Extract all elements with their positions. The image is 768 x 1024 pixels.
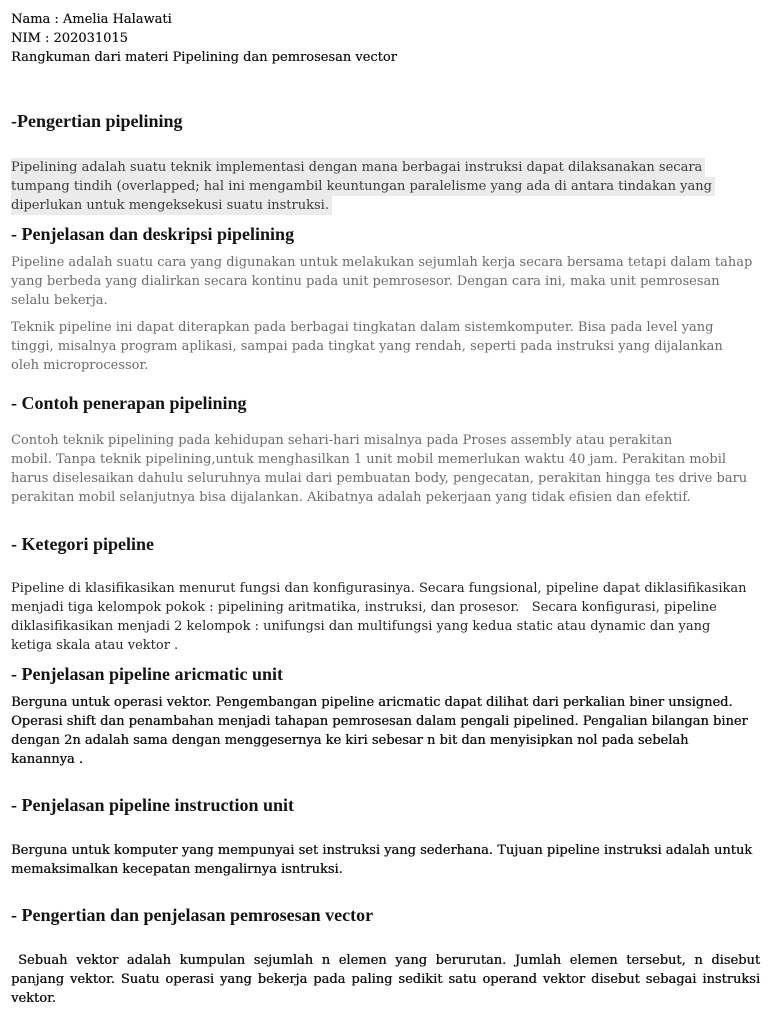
paragraph-line: panjang vektor. Suatu operasi yang bekerja pada paling sedikit satu operand vektor disebut sebagai instruksi: [11, 972, 760, 987]
paragraph-line: [11, 177, 760, 196]
section-heading: - Penjelasan pipeline instruction unit: [11, 795, 295, 815]
section-heading: - Pengertian dan penjelasan pemrosesan vector: [11, 905, 374, 925]
section-heading: -Pengertian pipelining: [11, 111, 183, 131]
paragraph-line: mobil. Tanpa teknik pipelining,untuk menghasilkan 1 unit mobil memerlukan waktu 40 jam. Perakitan mobil: [11, 452, 727, 467]
section-paragraph: [11, 253, 760, 310]
section-paragraph: [11, 951, 760, 1008]
paragraph-line: menjadi tiga kelompok pokok : pipelining aritmatika, instruksi, dan prosesor. Secara konfigurasi, pipeline: [11, 600, 717, 615]
paragraph-line: vektor.: [11, 991, 56, 1006]
section-heading: - Penjelasan dan deskripsi pipelining: [11, 224, 295, 244]
section-heading: - Penjelasan pipeline aricmatic unit: [11, 664, 283, 684]
paragraph-line: kanannya .: [11, 752, 83, 767]
highlighted-text: tumpang tindih (overlapped; hal ini mengambil keuntungan paralelisme yang ada di antara tindakan yang: [11, 177, 715, 196]
paragraph-line: dengan 2n adalah sama dengan menggesernya ke kiri sebesar n bit dan menyisipkan nol pada sebelah: [11, 733, 689, 748]
section-paragraph: [11, 431, 760, 507]
paragraph-line: Contoh teknik pipelining pada kehidupan sehari-hari misalnya pada Proses assembly atau perakitan: [11, 433, 673, 448]
paragraph-line: Berguna untuk operasi vektor. Pengembangan pipeline aricmatic dapat dilihat dari perkalian biner unsigned.: [11, 695, 733, 710]
section-paragraph: [11, 318, 760, 375]
paragraph-line: Operasi shift dan penambahan menjadi tahapan pemrosesan dalam pengali pipelined. Pengalian bilangan biner: [11, 714, 748, 729]
paragraph-line: perakitan mobil selanjutnya bisa dijalankan. Akibatnya adalah pekerjaan yang tidak efisien dan efektif.: [11, 490, 691, 505]
document-subtitle: Rangkuman dari materi Pipelining dan pemrosesan vector: [11, 50, 397, 65]
section-paragraph: [11, 841, 760, 879]
section-heading: - Contoh penerapan pipelining: [11, 393, 247, 413]
highlighted-text: diperlukan untuk mengeksekusi suatu instruksi.: [11, 196, 332, 215]
paragraph-line: tinggi, misalnya program aplikasi, sampai pada tingkat yang rendah, seperti pada instruksi yang dijalankan: [11, 339, 723, 354]
paragraph-line: harus diselesaikan dahulu seluruhnya mulai dari pembuatan body, pengecatan, perakitan hingga tes drive baru: [11, 471, 748, 486]
paragraph-line: [11, 196, 760, 215]
section-paragraph: [11, 579, 760, 655]
paragraph-line: [11, 158, 760, 177]
paragraph-line: Berguna untuk komputer yang mempunyai set instruksi yang sederhana. Tujuan pipeline instruksi adalah untuk: [11, 843, 753, 858]
student-id: NIM : 202031015: [11, 31, 128, 46]
document-header: [11, 10, 760, 67]
paragraph-line: diklasifikasikan menjadi 2 kelompok : unifungsi dan multifungsi yang kedua static atau dynamic dan yang: [11, 619, 711, 634]
section-paragraph: [11, 158, 760, 215]
paragraph-line: Pipeline adalah suatu cara yang digunakan untuk melakukan sejumlah kerja secara bersama tetapi dalam tahap: [11, 255, 753, 270]
section-paragraph: [11, 693, 760, 769]
paragraph-line: Sebuah vektor adalah kumpulan sejumlah n elemen yang berurutan. Jumlah elemen tersebut, n disebut: [18, 953, 760, 968]
paragraph-line: oleh microprocessor.: [11, 358, 149, 373]
section-heading: - Ketegori pipeline: [11, 534, 154, 554]
paragraph-line: selalu bekerja.: [11, 293, 108, 308]
author-name: Nama : Amelia Halawati: [11, 12, 172, 27]
paragraph-line: Teknik pipeline ini dapat diterapkan pada berbagai tingkatan dalam sistemkomputer. Bisa pada level yang: [11, 320, 714, 335]
paragraph-line: Pipeline di klasifikasikan menurut fungsi dan konfigurasinya. Secara fungsional, pipeline dapat diklasifikasikan: [11, 581, 747, 596]
paragraph-line: ketiga skala atau vektor .: [11, 638, 179, 653]
paragraph-line: yang berbeda yang dialirkan secara kontinu pada unit pemrosesor. Dengan cara ini, maka unit pemrosesan: [11, 274, 720, 289]
highlighted-text: Pipelining adalah suatu teknik implementasi dengan mana berbagai instruksi dapat dilaksanakan secara: [11, 158, 705, 177]
paragraph-line: memaksimalkan kecepatan mengalirnya isntruksi.: [11, 862, 343, 877]
